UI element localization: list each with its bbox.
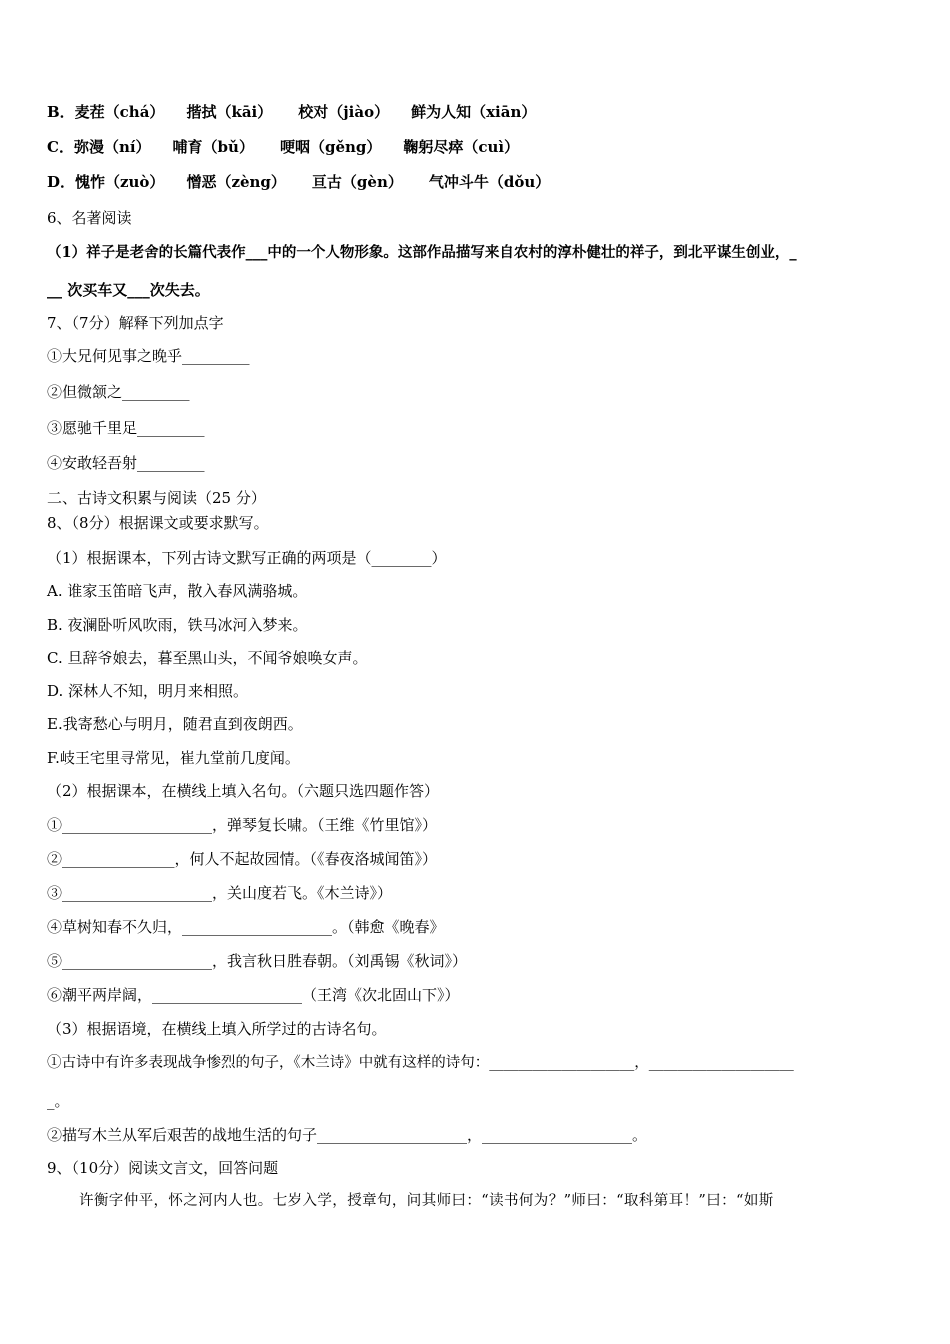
q8-part1-option-d: D. 深林人不知，明月来相照。 <box>47 682 249 700</box>
q8-part1-option-a: A. 谁家玉笛暗飞声，散入春风满骆城。 <box>47 582 308 600</box>
q8-part2-title: （2）根据课本，在横线上填入名句。（六题只选四题作答） <box>47 782 440 800</box>
q5-option-d <box>47 171 550 193</box>
q5-option-b <box>47 101 536 123</box>
q8-part2-item-1: ①____________________，弹琴复长啸。（王维《竹里馆》） <box>47 816 438 834</box>
q8-part1-option-b: B. 夜澜卧听风吹雨，铁马冰河入梦来。 <box>47 616 308 634</box>
q5-c-item-1: C．弥漫（ní） <box>47 138 151 156</box>
q9-title: 9、（10分）阅读文言文，回答问题 <box>47 1159 279 1177</box>
q9-passage: 许衡字仲平，怀之河内人也。七岁入学，授章句，问其师曰：“读书何为？”师曰：“取科第耳！”曰：“如斯 <box>79 1193 774 1209</box>
q7-item-2: ②但微颔之_________ <box>47 383 190 401</box>
q8-title: 8、（8分）根据课文或要求默写。 <box>47 514 269 532</box>
q5-b-item-4: 鲜为人知（xiān） <box>411 103 537 121</box>
q8-part1-option-c: C. 旦辞爷娘去，暮至黑山头，不闻爷娘唤女声。 <box>47 649 368 667</box>
q6-title: 6、名著阅读 <box>47 209 132 227</box>
q5-d-item-2: 憎恶（zèng） <box>186 173 286 191</box>
q5-d-item-3: 亘古（gèn） <box>311 173 403 191</box>
q8-part1-title: （1）根据课本，下列古诗文默写正确的两项是（________） <box>47 549 447 567</box>
q8-part3-item2: ②描写木兰从军后艰苦的战地生活的句子____________________，____________________。 <box>47 1126 648 1144</box>
q5-c-item-3: 哽咽（gěng） <box>279 138 382 156</box>
q8-part2-item-3: ③____________________，关山度若飞。《木兰诗》） <box>47 884 393 902</box>
q8-part1-option-f: F.岐王宅里寻常见，崔九堂前几度闻。 <box>47 749 300 767</box>
q8-part3-title: （3）根据语境，在横线上填入所学过的古诗名句。 <box>47 1020 387 1038</box>
q6-line-2: __ 次买车又___次失去。 <box>47 281 210 299</box>
q6-line-1: （1）祥子是老舍的长篇代表作___中的一个人物形象。这部作品描写来自农村的淳朴健壮的祥子，到北平谋生创业，_ <box>47 244 797 261</box>
q8-part3-item1-line1: ①古诗中有许多表现战争惨烈的句子，《木兰诗》中就有这样的诗句：____________________，____________________ <box>47 1055 794 1071</box>
q7-title: 7、（7分）解释下列加点字 <box>47 314 224 332</box>
section-2-title: 二、古诗文积累与阅读（25 分） <box>47 489 266 507</box>
q8-part2-item-2: ②_______________，何人不起故园情。（《春夜洛城闻笛》） <box>47 850 438 868</box>
q5-c-item-4: 鞠躬尽瘁（cuì） <box>403 138 520 156</box>
q8-part1-option-e: E.我寄愁心与明月，随君直到夜朗西。 <box>47 715 303 733</box>
q7-item-3: ③愿驰千里足_________ <box>47 419 205 437</box>
q5-d-item-1: D．愧怍（zuò） <box>47 173 165 191</box>
q5-b-item-3: 校对（jiào） <box>298 103 390 121</box>
q8-part3-item1-line2: _。 <box>47 1092 70 1110</box>
q8-part2-item-5: ⑤____________________，我言秋日胜春朝。（刘禹锡《秋词》） <box>47 952 468 970</box>
q5-b-item-1: B．麦茬（chá） <box>47 103 165 121</box>
q8-part2-item-6: ⑥潮平两岸阔，____________________（王湾《次北固山下》） <box>47 986 460 1004</box>
q5-option-c <box>47 136 519 158</box>
q5-d-item-4: 气冲斗牛（dǒu） <box>428 173 551 191</box>
q5-b-item-2: 揩拭（kāi） <box>186 103 273 121</box>
q7-item-1: ①大兄何见事之晚乎_________ <box>47 347 250 365</box>
q8-part2-item-4: ④草树知春不久归，____________________。（韩愈《晚春》 <box>47 918 445 936</box>
q7-item-4: ④安敢轻吾射_________ <box>47 454 205 472</box>
q5-c-item-2: 哺育（bǔ） <box>172 138 254 156</box>
